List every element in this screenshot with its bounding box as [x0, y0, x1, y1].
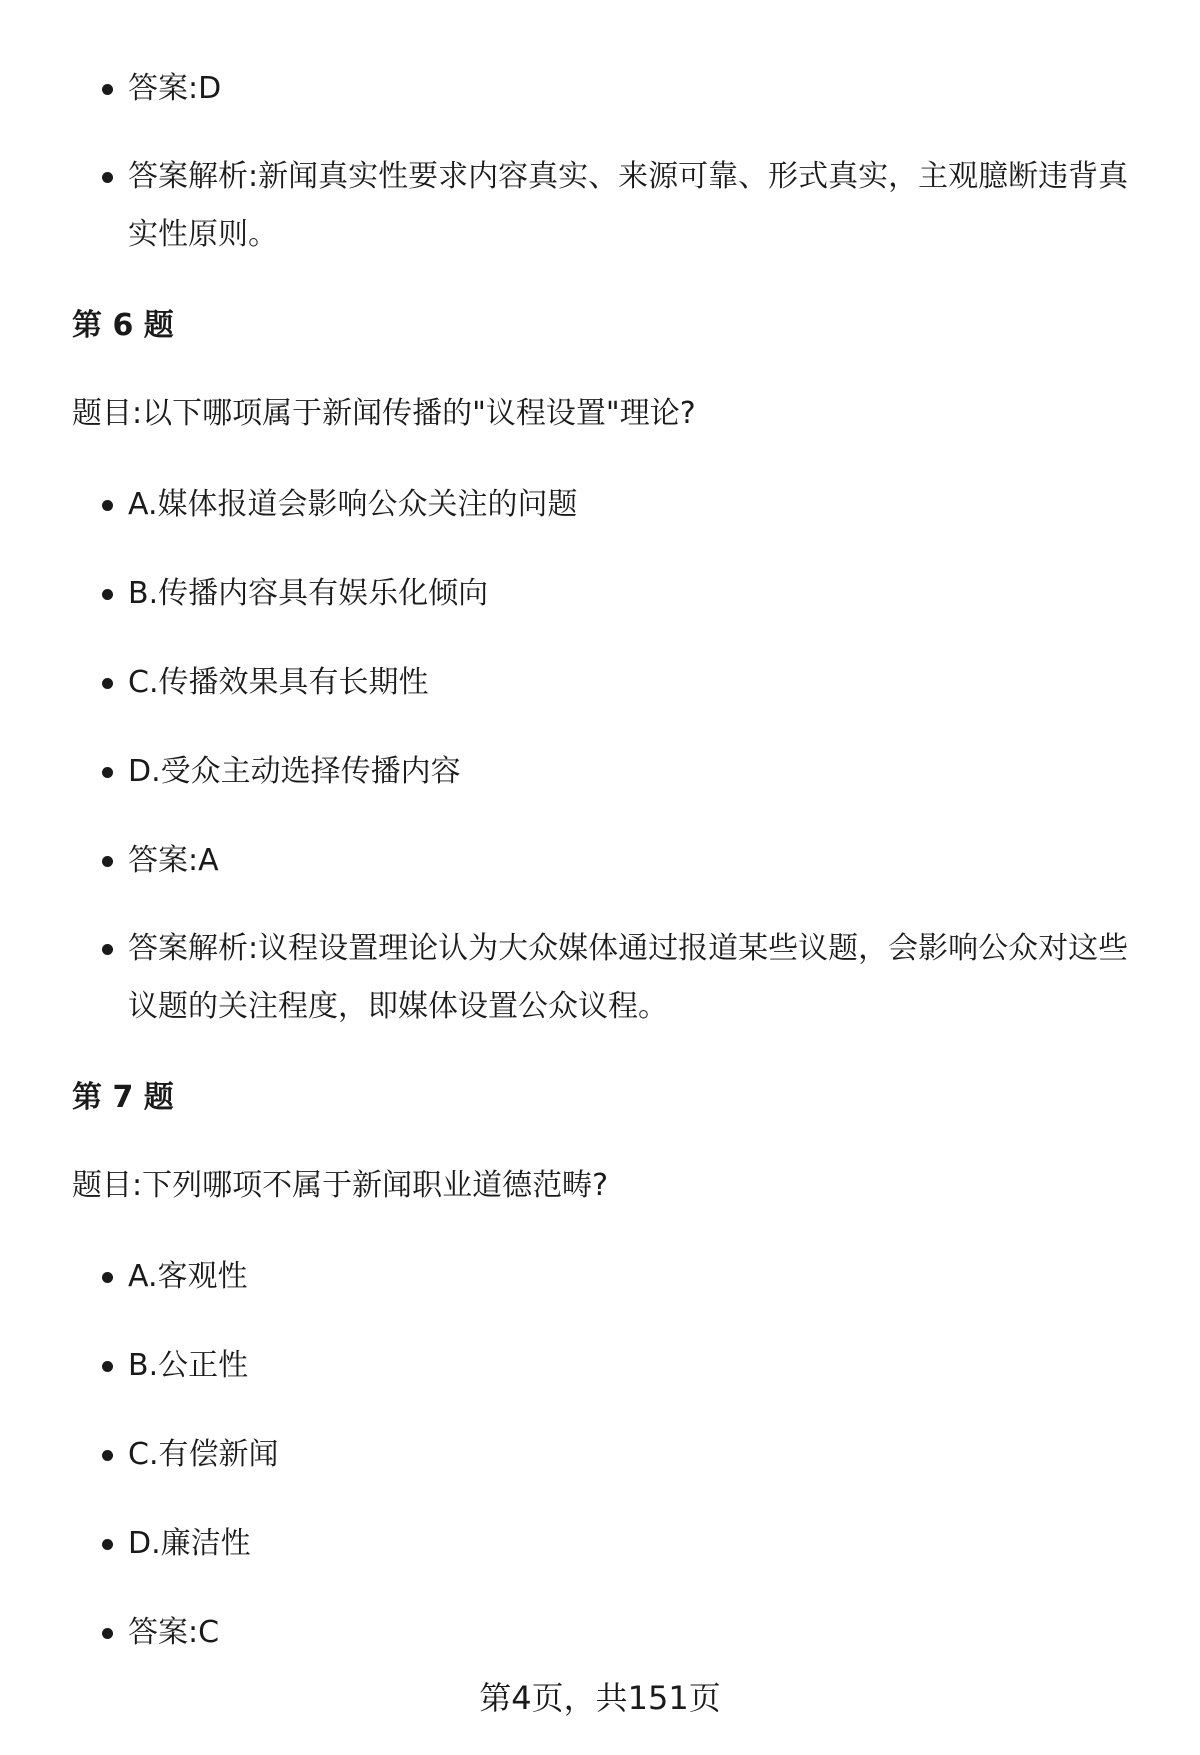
- answer-item: 答案:C: [128, 1604, 1148, 1662]
- option-item: A.客观性: [128, 1248, 1148, 1306]
- page-footer: 第4页，共151页: [479, 1679, 721, 1717]
- question-heading: 第 7 题: [72, 1080, 174, 1115]
- explanation-item: 答案解析:新闻真实性要求内容真实、来源可靠、形式真实，主观臆断违背真实性原则。: [128, 148, 1148, 264]
- option-item: C.有偿新闻: [128, 1426, 1148, 1484]
- option-item: C.传播效果具有长期性: [128, 654, 1148, 712]
- option-item: D.廉洁性: [128, 1515, 1148, 1573]
- answer-item: 答案:A: [128, 832, 1148, 890]
- answer-item: 答案:D: [128, 60, 1148, 118]
- question-text: 题目:下列哪项不属于新闻职业道德范畴?: [72, 1168, 609, 1203]
- option-item: B.公正性: [128, 1337, 1148, 1395]
- question-heading: 第 6 题: [72, 308, 174, 343]
- explanation-item: 答案解析:议程设置理论认为大众媒体通过报道某些议题，会影响公众对这些议题的关注程度，即媒体设置公众议程。: [128, 920, 1148, 1036]
- option-item: B.传播内容具有娱乐化倾向: [128, 565, 1148, 623]
- option-item: A.媒体报道会影响公众关注的问题: [128, 476, 1148, 534]
- option-item: D.受众主动选择传播内容: [128, 743, 1148, 801]
- question-text: 题目:以下哪项属于新闻传播的"议程设置"理论?: [72, 396, 696, 431]
